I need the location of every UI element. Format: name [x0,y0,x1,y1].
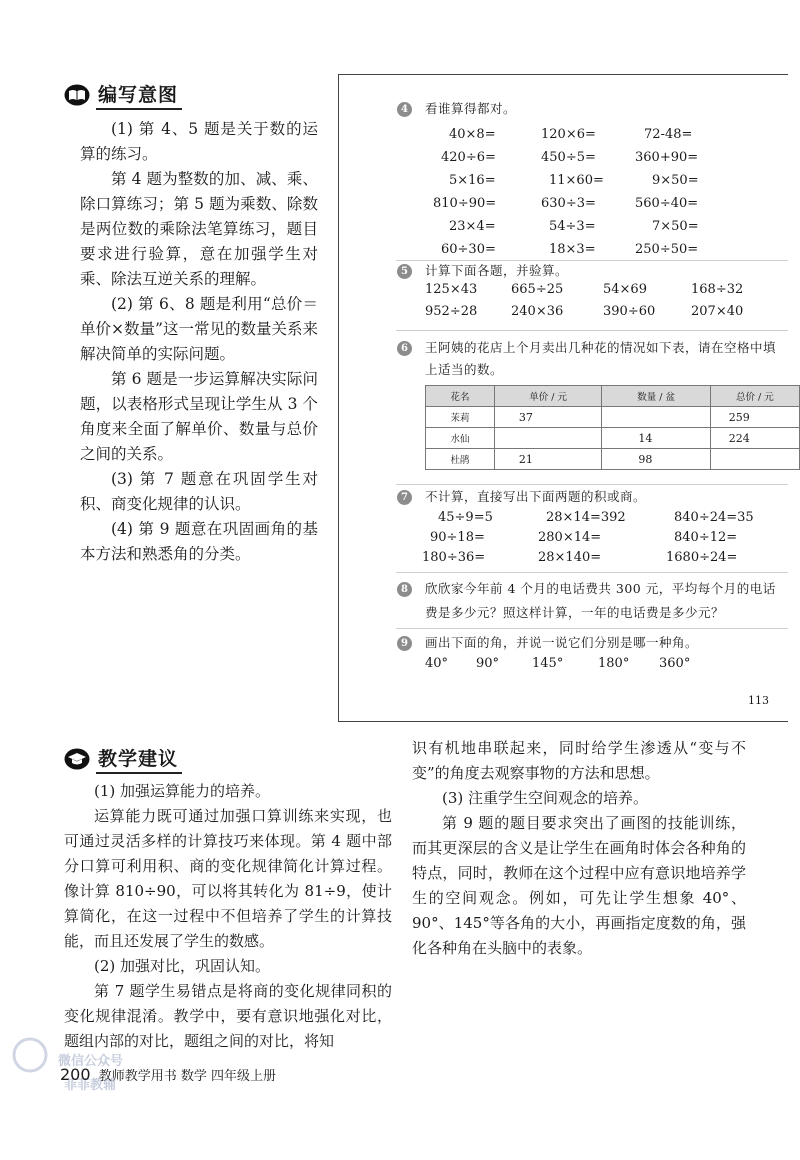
watermark [10,1035,140,1135]
table-cell: 37 [494,407,601,428]
q4-item: 9×50= [652,173,699,188]
page-number: 200 [60,1065,91,1084]
q7-item: 280×14= [538,530,602,545]
paragraph: (2) 加强对比，巩固认知。 [94,957,271,975]
section-title: 教学建议 [96,744,182,774]
q4-item: 5×16= [449,173,496,188]
divider [396,572,788,573]
paragraph: (2) 第 6、8 题是利用“总价＝单价×数量”这一常见的数量关系来解决简单的实际问题。 [80,295,318,363]
question-number-7: 7 [397,490,412,505]
q4-item: 630÷3= [541,196,596,211]
book-title: 教师教学用书 数学 四年级上册 [98,1069,276,1084]
table-header-cell: 花名 [426,386,495,407]
paragraph: 第 7 题学生易错点是将商的变化规律同积的变化规律混淆。教学中，要有意识地强化对比，题组内部的对比，题组之间的对比，将知 [64,982,392,1050]
paragraph: 第 4 题为整数的加、减、乘、除口算练习；第 5 题为乘数、除数是两位数的乘除法笔算练习，题目要求进行验算，意在加强学生对乘、除法互逆关系的理解。 [80,170,318,288]
paragraph: 第 6 题是一步运算解决实际问题，以表格形式呈现让学生从 3 个角度来全面了解单价、数量与总价之间的关系。 [80,370,318,463]
table-header-cell: 总价 / 元 [710,386,799,407]
q5-item: 952÷28 [425,304,478,319]
paragraph: 运算能力既可通过加强口算训练来实现，也可通过灵活多样的计算技巧来体现。第 4 题中部分口算可利用积、商的变化规律简化计算过程。像计算 810÷90，可以将其转化为 81÷9，使计算简化，在这一过程中不但培养了学生的计算技能，而且还发展了学生的数感。 [64,807,392,950]
q4-item: 54÷3= [549,219,596,234]
table-row [426,428,800,449]
paragraph: 识有机地串联起来，同时给学生渗透从“变与不变”的角度去观察事物的方法和思想。 [412,739,746,782]
q4-item: 810÷90= [433,196,497,211]
q4-item: 450÷5= [541,150,596,165]
divider [396,628,788,629]
table-cell[interactable] [602,407,710,428]
teaching-suggestions-right-column [412,736,746,961]
table-header-cell: 数量 / 盆 [602,386,710,407]
q4-item: 560÷40= [635,196,699,211]
q5-item: 665÷25 [511,282,564,297]
table-cell[interactable] [494,428,601,449]
table-cell: 水仙 [426,428,495,449]
q7-item: 90÷18= [430,530,485,545]
angle-label: 90° [476,656,500,671]
table-cell[interactable] [710,449,799,470]
question-number-9: 9 [397,636,412,651]
q4-title: 看谁算得都对。 [425,101,517,116]
question-number-5: 5 [397,264,412,279]
table-cell: 杜鹃 [426,449,495,470]
angle-label: 180° [598,656,630,671]
table-cell: 259 [710,407,799,428]
q7-item: 840÷12= [674,530,738,545]
question-number-6: 6 [397,341,412,356]
table-header-row [426,386,800,407]
flower-sales-table [425,385,800,470]
q5-title: 计算下面各题，并验算。 [425,263,569,278]
watermark-text-1: 微信公众号 [58,1054,124,1069]
q4-item: 40×8= [449,127,496,142]
question-number-8: 8 [397,582,412,597]
q4-item: 7×50= [652,219,699,234]
divider [396,484,788,485]
q7-title: 不计算，直接写出下面两题的积或商。 [425,489,647,504]
q8-line1: 欣欣家今年前 4 个月的电话费共 300 元，平均每个月的电话 [425,581,776,596]
table-row [426,407,800,428]
paragraph: (3) 注重学生空间观念的培养。 [442,789,649,807]
q4-item: 23×4= [449,219,496,234]
q5-item: 240×36 [511,304,564,319]
q4-item: 420÷6= [441,150,496,165]
table-cell: 224 [710,428,799,449]
paragraph: (1) 第 4、5 题是关于数的运算的练习。 [80,120,318,163]
q5-item: 168÷32 [691,282,744,297]
q4-item: 72-48= [644,127,693,142]
q4-item: 60÷30= [441,242,496,257]
angle-label: 40° [425,656,449,671]
q5-item: 390÷60 [603,304,656,319]
question-number-4: 4 [397,102,412,117]
q4-item: 250÷50= [635,242,699,257]
q7-item: 840÷24=35 [674,510,754,525]
paragraph: 第 9 题的题目要求突出了画图的技能训练，而其更深层的含义是让学生在画角时体会各种角的特点，同时，教师在这个过程中应有意识地培养学生的空间观念。例如，可先让学生想象 40°、90°、145°等各角的大小，再画指定度数的角，强化各种角在头脑中的表象。 [412,814,746,957]
section-header-teaching-suggestions [64,744,182,774]
angle-label: 360° [659,656,691,671]
table-row [426,449,800,470]
q6-title-line2: 上适当的数。 [425,362,504,377]
paragraph: (3) 第 7 题意在巩固学生对积、商变化规律的认识。 [80,470,318,513]
section-header-writing-intent [64,80,182,110]
table-header-cell: 单价 / 元 [494,386,601,407]
q7-item: 28×140= [538,550,602,565]
q5-item: 54×69 [603,282,647,297]
page-footer [60,1065,276,1084]
q7-item: 28×14=392 [546,510,626,525]
table-cell: 14 [602,428,710,449]
section-title: 编写意图 [96,80,182,110]
table-cell: 21 [494,449,601,470]
teaching-suggestions-left-column [64,779,392,1054]
q4-item: 18×3= [549,242,596,257]
q6-title-line1: 王阿姨的花店上个月卖出几种花的情况如下表，请在空格中填 [425,340,777,355]
book-icon [64,84,90,106]
q7-item: 45÷9=5 [438,510,493,525]
paragraph: (1) 加强运算能力的培养。 [94,782,271,800]
graduation-cap-icon [64,748,90,770]
angle-label: 145° [532,656,564,671]
q9-title: 画出下面的角，并说一说它们分别是哪一种角。 [425,635,699,650]
q4-item: 360+90= [635,150,699,165]
q7-item: 1680÷24= [666,550,738,565]
q5-item: 125×43 [425,282,478,297]
table-cell: 茉莉 [426,407,495,428]
q8-line2: 费是多少元？照这样计算，一年的电话费是多少元？ [425,605,725,620]
divider [396,330,788,331]
table-cell: 98 [602,449,710,470]
q7-item: 180÷36= [422,550,486,565]
watermark-logo-icon [10,1035,50,1075]
watermark-text-2: 菲菲教辅 [64,1078,117,1093]
q4-item: 120×6= [541,127,596,142]
textbook-page-number: 113 [748,694,769,707]
paragraph: (4) 第 9 题意在巩固画角的基本方法和熟悉角的分类。 [80,520,318,563]
writing-intent-text [80,117,318,567]
q5-item: 207×40 [691,304,744,319]
q4-item: 11×60= [549,173,604,188]
